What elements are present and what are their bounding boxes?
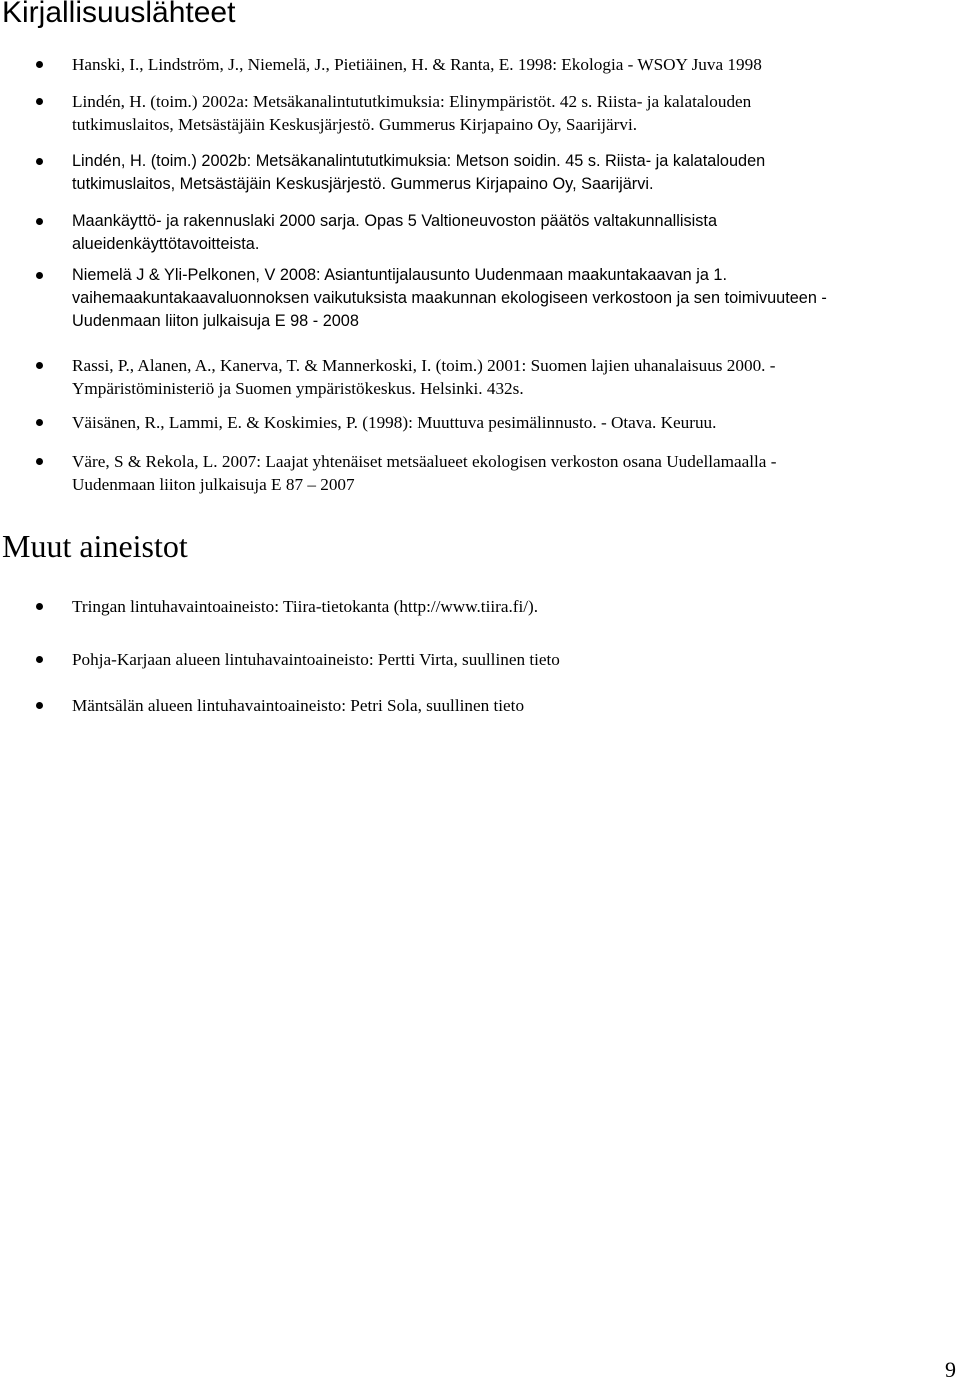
reference-line: Lindén, H. (toim.) 2002b: Metsäkanalintututkimuksia: Metson soidin. 45 s. Riista- ja kalatalouden	[72, 152, 766, 170]
reference-line: vaihemaakuntakaavaluonnoksen vaikutuksista maakunnan ekologiseen verkostoon ja sen toimivuuteen -	[72, 289, 827, 307]
reference-entry	[72, 210, 940, 256]
bullet-icon	[36, 158, 43, 165]
reference-line: Väre, S & Rekola, L. 2007: Laajat yhtenäiset metsäalueet ekologisen verkoston osana Uudellamaalla -	[72, 452, 777, 471]
reference-line: Tringan lintuhavaintoaineisto: Tiira-tietokanta (http://www.tiira.fi/).	[72, 597, 539, 616]
reference-line: Uudenmaan liiton julkaisuja E 98 - 2008	[72, 312, 359, 330]
reference-line: Maankäyttö- ja rakennuslaki 2000 sarja. Opas 5 Valtioneuvoston päätös valtakunnallisista	[72, 212, 717, 230]
reference-entry	[72, 264, 940, 333]
reference-entry	[72, 354, 940, 400]
reference-line: Rassi, P., Alanen, A., Kanerva, T. & Mannerkoski, I. (toim.) 2001: Suomen lajien uhanalaisuus 2000. -	[72, 356, 776, 375]
reference-line: alueidenkäyttötavoitteista.	[72, 235, 260, 253]
reference-entry	[72, 694, 940, 717]
bullet-icon	[36, 218, 43, 225]
reference-entry	[72, 648, 940, 671]
bullet-icon	[36, 61, 43, 68]
reference-entry	[72, 450, 940, 496]
section-heading-muut-aineistot: Muut aineistot	[2, 528, 188, 564]
bullet-icon	[36, 458, 43, 465]
reference-entry	[72, 53, 940, 76]
reference-line: Pohja-Karjaan alueen lintuhavaintoaineisto: Pertti Virta, suullinen tieto	[72, 650, 560, 669]
bullet-icon	[36, 702, 43, 709]
section-heading-kirjallisuuslahteet: Kirjallisuuslähteet	[2, 0, 236, 29]
reference-line: tutkimuslaitos, Metsästäjäin Keskusjärjestö. Gummerus Kirjapaino Oy, Saarijärvi.	[72, 115, 638, 134]
reference-line: Uudenmaan liiton julkaisuja E 87 – 2007	[72, 475, 355, 494]
reference-line: Lindén, H. (toim.) 2002a: Metsäkanalintututkimuksia: Elinympäristöt. 42 s. Riista- ja kalatalouden	[72, 92, 752, 111]
bullet-icon	[36, 362, 43, 369]
reference-line: tutkimuslaitos, Metsästäjäin Keskusjärjestö. Gummerus Kirjapaino Oy, Saarijärvi.	[72, 175, 654, 193]
reference-entry	[72, 411, 940, 434]
bullet-icon	[36, 98, 43, 105]
bullet-icon	[36, 656, 43, 663]
reference-line: Mäntsälän alueen lintuhavaintoaineisto: Petri Sola, suullinen tieto	[72, 696, 525, 715]
reference-line: Ympäristöministeriö ja Suomen ympäristökeskus. Helsinki. 432s.	[72, 379, 524, 398]
reference-entry	[72, 150, 940, 196]
bullet-icon	[36, 272, 43, 279]
page-number: 9	[945, 1357, 956, 1382]
bullet-icon	[36, 419, 43, 426]
reference-line: Hanski, I., Lindström, J., Niemelä, J., Pietiäinen, H. & Ranta, E. 1998: Ekologia - WSOY Juva 1998	[72, 55, 762, 74]
reference-entry	[72, 595, 940, 618]
reference-entry	[72, 90, 940, 136]
bullet-icon	[36, 603, 43, 610]
reference-line: Väisänen, R., Lammi, E. & Koskimies, P. (1998): Muuttuva pesimälinnusto. - Otava. Keuruu.	[72, 413, 717, 432]
reference-line: Niemelä J & Yli-Pelkonen, V 2008: Asiantuntijalausunto Uudenmaan maakuntakaavan ja 1.	[72, 266, 727, 284]
